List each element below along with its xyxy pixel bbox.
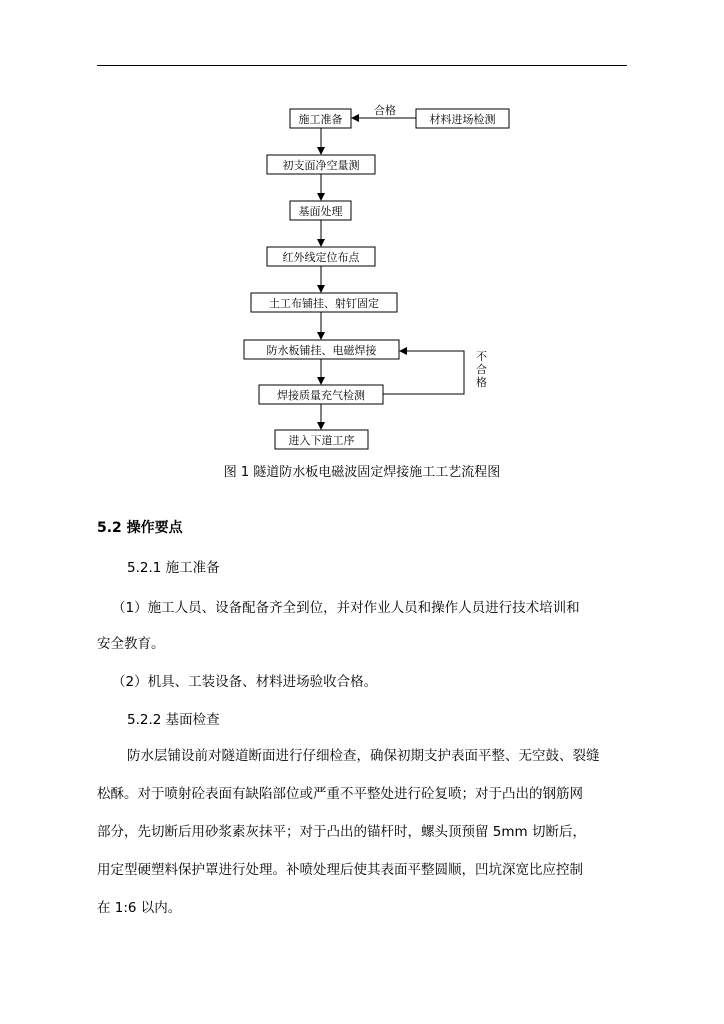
label-fail-1: 不: [476, 350, 487, 363]
paragraph-2: （2）机具、工装设备、材料进场验收合格。: [112, 674, 378, 690]
section-heading: 5.2 操作要点: [97, 520, 183, 536]
flow-step-infrared-positioning: [267, 247, 375, 266]
paragraph-3-line-1: 防水层铺设前对隧道断面进行仔细检查，确保初期支护表面平整、无空鼓、裂缝: [127, 748, 600, 764]
subheading-base-check: 5.2.2 基面检查: [127, 712, 220, 728]
paragraph-3-line-3: 部分，先切断后用砂浆素灰抹平；对于凸出的锚杆时，螺头顶预留 5mm 切断后，: [97, 824, 586, 840]
figure-caption: 图 1 隧道防水板电磁波固定焊接施工工艺流程图: [223, 465, 501, 480]
subheading-preparation: 5.2.1 施工准备: [127, 560, 220, 576]
svg-text:基面处理: 基面处理: [298, 205, 343, 218]
svg-text:土工布铺挂、射钉固定: 土工布铺挂、射钉固定: [269, 297, 379, 310]
paragraph-3-line-2: 松酥。对于喷射砼表面有缺陷部位或严重不平整处进行砼复喷；对于凸出的钢筋网: [97, 786, 583, 802]
flow-step-next-process: [275, 430, 368, 449]
flow-step-weld-inspection: [259, 385, 383, 404]
svg-text:进入下道工序: 进入下道工序: [288, 434, 355, 447]
flow-step-membrane-welding: [244, 340, 399, 359]
flow-step-geotextile-fixing: [251, 293, 397, 312]
flow-step-base-treatment: [290, 201, 351, 220]
svg-text:红外线定位布点: 红外线定位布点: [282, 251, 360, 264]
paragraph-3-line-4: 用定型硬塑料保护罩进行处理。补喷处理后使其表面平整圆顺，凹坑深宽比应控制: [97, 862, 583, 878]
flow-step-material-check: [416, 109, 509, 128]
svg-text:施工准备: 施工准备: [298, 113, 343, 126]
svg-text:材料进场检测: 材料进场检测: [429, 113, 496, 126]
paragraph-3-line-5: 在 1:6 以内。: [97, 900, 182, 916]
paragraph-1-line-1: （1）施工人员、设备配备齐全到位，并对作业人员和操作人员进行技术培训和: [112, 600, 580, 616]
flow-step-prepare: [290, 109, 351, 128]
svg-text:焊接质量充气检测: 焊接质量充气检测: [277, 389, 365, 402]
paragraph-1-line-2: 安全教育。: [97, 636, 165, 652]
flowchart: [0, 0, 724, 470]
flow-step-clearance-measure: [267, 155, 375, 174]
svg-text:初支面净空量测: 初支面净空量测: [282, 159, 360, 172]
label-fail-2: 合: [476, 363, 487, 376]
svg-text:防水板铺挂、电磁焊接: 防水板铺挂、电磁焊接: [266, 344, 377, 357]
label-pass: 合格: [374, 104, 396, 117]
label-fail-3: 格: [476, 376, 487, 389]
